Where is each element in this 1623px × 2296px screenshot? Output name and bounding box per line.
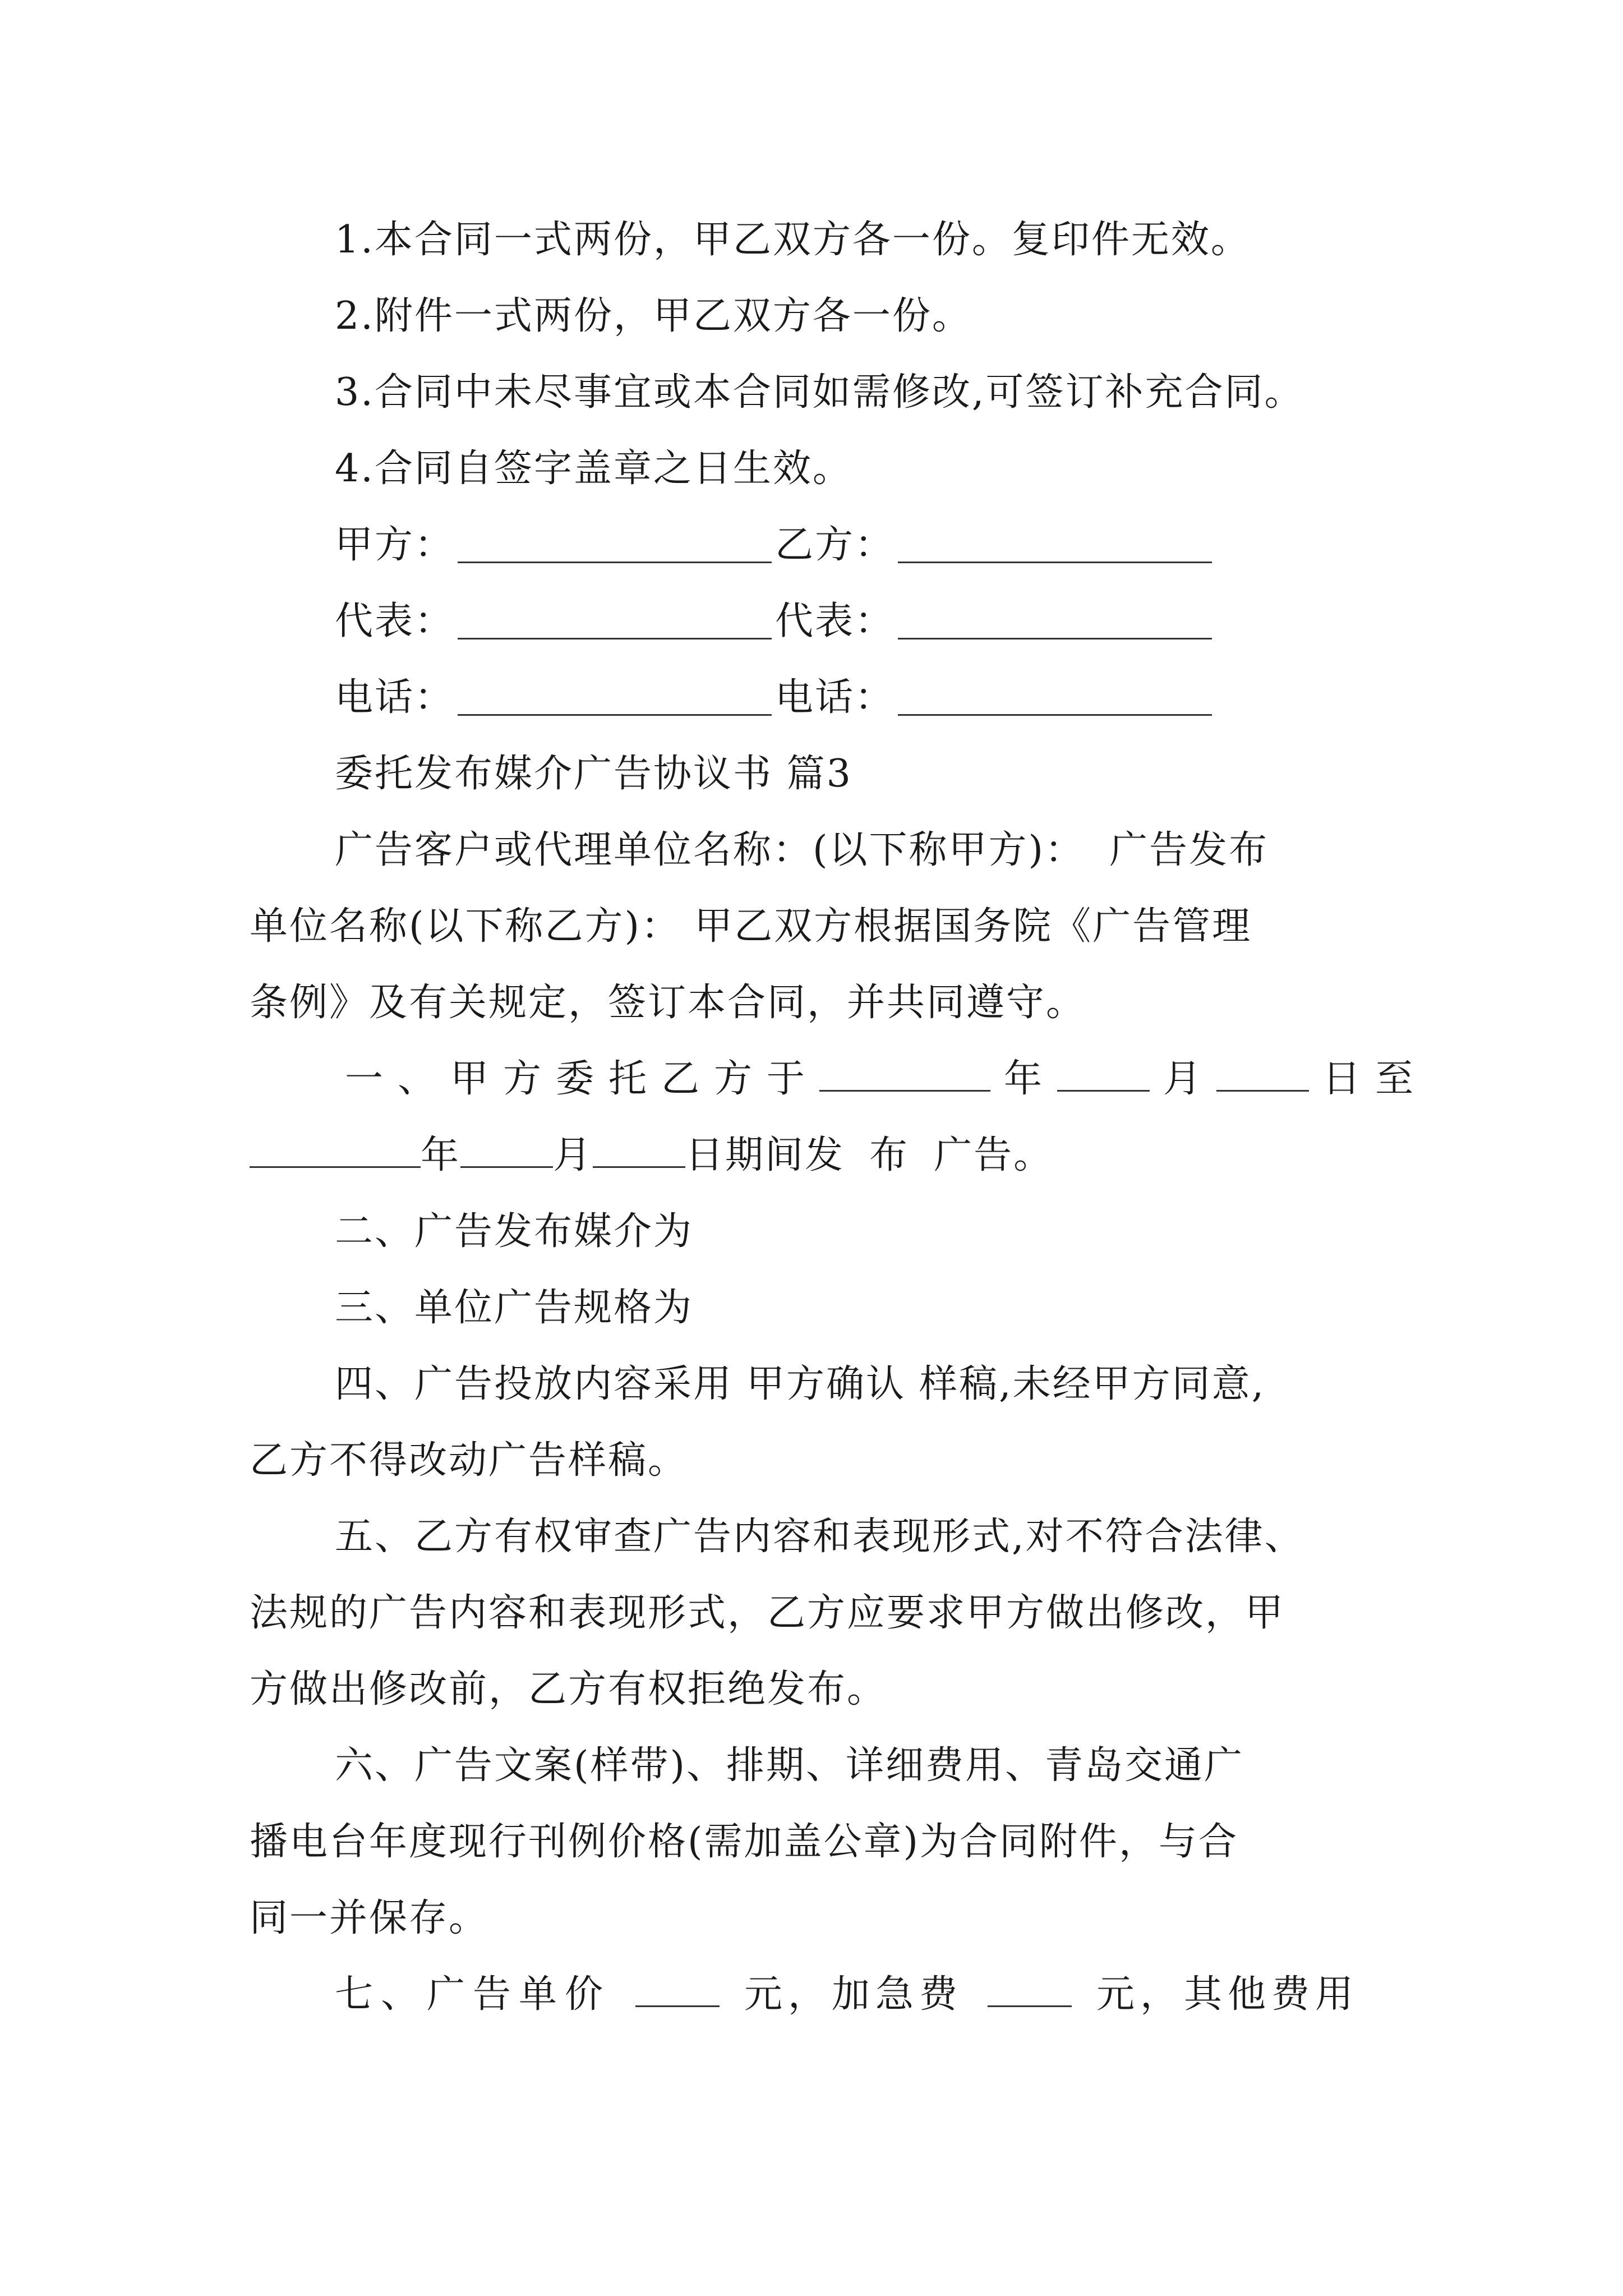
clause-1-tail-c: 广告。: [934, 1133, 1054, 1177]
clause-1-year2: 年: [421, 1133, 461, 1177]
phone-a-blank: [458, 680, 772, 716]
intro-line-3: 条例》及有关规定，签订本合同，并共同遵守。: [250, 981, 1086, 1025]
clause-1-month2-blank: [460, 1133, 553, 1168]
phone-a-label: 电话：: [335, 675, 455, 720]
clause-1-lead: 一、甲方委托乙方于: [345, 1057, 820, 1101]
clause-3: 三、单位广告规格为: [335, 1286, 694, 1330]
clause-item-3: 3.合同中未尽事宜或本合同如需修改,可签订补充合同。: [335, 370, 1304, 415]
clause-6-line-2: 播电台年度现行刊例价格(需加盖公章)为合同附件，与合: [250, 1820, 1239, 1864]
clause-7-line-1: [250, 1957, 1394, 2033]
clause-7-lead: 七、广告单价: [335, 1972, 611, 2017]
clause-2: 二、广告发布媒介为: [335, 1209, 694, 1254]
clause-1-year: 年: [1004, 1057, 1044, 1101]
clause-1-year2-blank: [250, 1133, 421, 1168]
clause-5-line-1: 五、乙方有权审查广告内容和表现形式,对不符合法律、: [335, 1515, 1304, 1559]
intro-line-1: [250, 812, 1394, 889]
clause-6-line-1: 六、广告文案(样带)、排期、详细费用、青岛交通广: [335, 1743, 1244, 1788]
clause-1-month-blank: [1057, 1056, 1150, 1092]
signature-row-phone: [250, 660, 1394, 736]
clause-4-line-1: [250, 1346, 1394, 1423]
clause-item-1: 1.本合同一式两份，甲乙双方各一份。复印件无效。: [335, 218, 1251, 262]
party-b-label: 乙方：: [775, 523, 895, 567]
clause-1-year-blank: [819, 1056, 990, 1092]
section-title: 委托发布媒介广告协议书 篇3: [335, 752, 852, 796]
clause-4-line-1-b: 甲方确认: [746, 1362, 906, 1406]
clause-1-tail-b: 布: [869, 1133, 910, 1177]
clause-item-4: 4.合同自签字盖章之日生效。: [335, 447, 852, 491]
party-a-label: 甲方：: [335, 523, 455, 567]
clause-4-line-1-a: 四、广告投放内容采用: [335, 1362, 734, 1406]
phone-b-blank: [898, 680, 1212, 716]
intro-line-2: [250, 889, 1394, 965]
clause-1-line-1: [250, 1041, 1428, 1117]
document-body: [250, 202, 1428, 2033]
rep-b-label: 代表：: [775, 599, 895, 643]
clause-6-line-3: 同一并保存。: [250, 1896, 489, 1940]
rep-a-label: 代表：: [335, 599, 455, 643]
intro-line-1-a: 广告客户或代理单位名称：(以下称甲方)：: [335, 828, 1085, 872]
intro-line-1-b: 广告发布: [1109, 828, 1269, 872]
clause-7-rush-blank: [988, 1972, 1072, 2007]
clause-5-line-3: 方做出修改前，乙方有权拒绝发布。: [250, 1667, 887, 1711]
rep-b-blank: [898, 604, 1212, 639]
clause-7-price-blank: [635, 1972, 720, 2007]
clause-1-day2-blank: [593, 1133, 685, 1168]
intro-line-2-a: 单位名称(以下称乙方)：: [250, 904, 681, 949]
phone-b-label: 电话：: [775, 675, 895, 720]
clause-1-line-2: [250, 1117, 1394, 1194]
party-b-blank: [898, 528, 1212, 563]
clause-item-2: 2.附件一式两份，甲乙双方各一份。: [335, 294, 972, 338]
clause-1-month: 月: [1163, 1057, 1204, 1101]
clause-1-month2: 月: [553, 1133, 593, 1177]
clause-1-day-blank: [1216, 1056, 1309, 1092]
clause-5-line-2: 法规的广告内容和表现形式，乙方应要求甲方做出修改，甲: [250, 1591, 1285, 1635]
intro-line-2-b: 甲乙双方根据国务院《广告管理: [694, 904, 1252, 949]
signature-row-rep: [250, 583, 1394, 660]
rep-a-blank: [458, 604, 772, 639]
clause-7-unit-1: 元，加急费: [744, 1972, 963, 2017]
clause-7-unit-2: 元，其他费用: [1096, 1972, 1359, 2017]
clause-1-day-to: 日至: [1322, 1057, 1428, 1101]
clause-1-tail-a: 日期间发: [685, 1133, 845, 1177]
clause-4-line-2: 乙方不得改动广告样稿。: [250, 1438, 688, 1483]
clause-4-line-1-c: 样稿,未经甲方同意,: [919, 1362, 1266, 1406]
party-a-blank: [458, 528, 772, 563]
signature-row-party: [250, 507, 1394, 583]
